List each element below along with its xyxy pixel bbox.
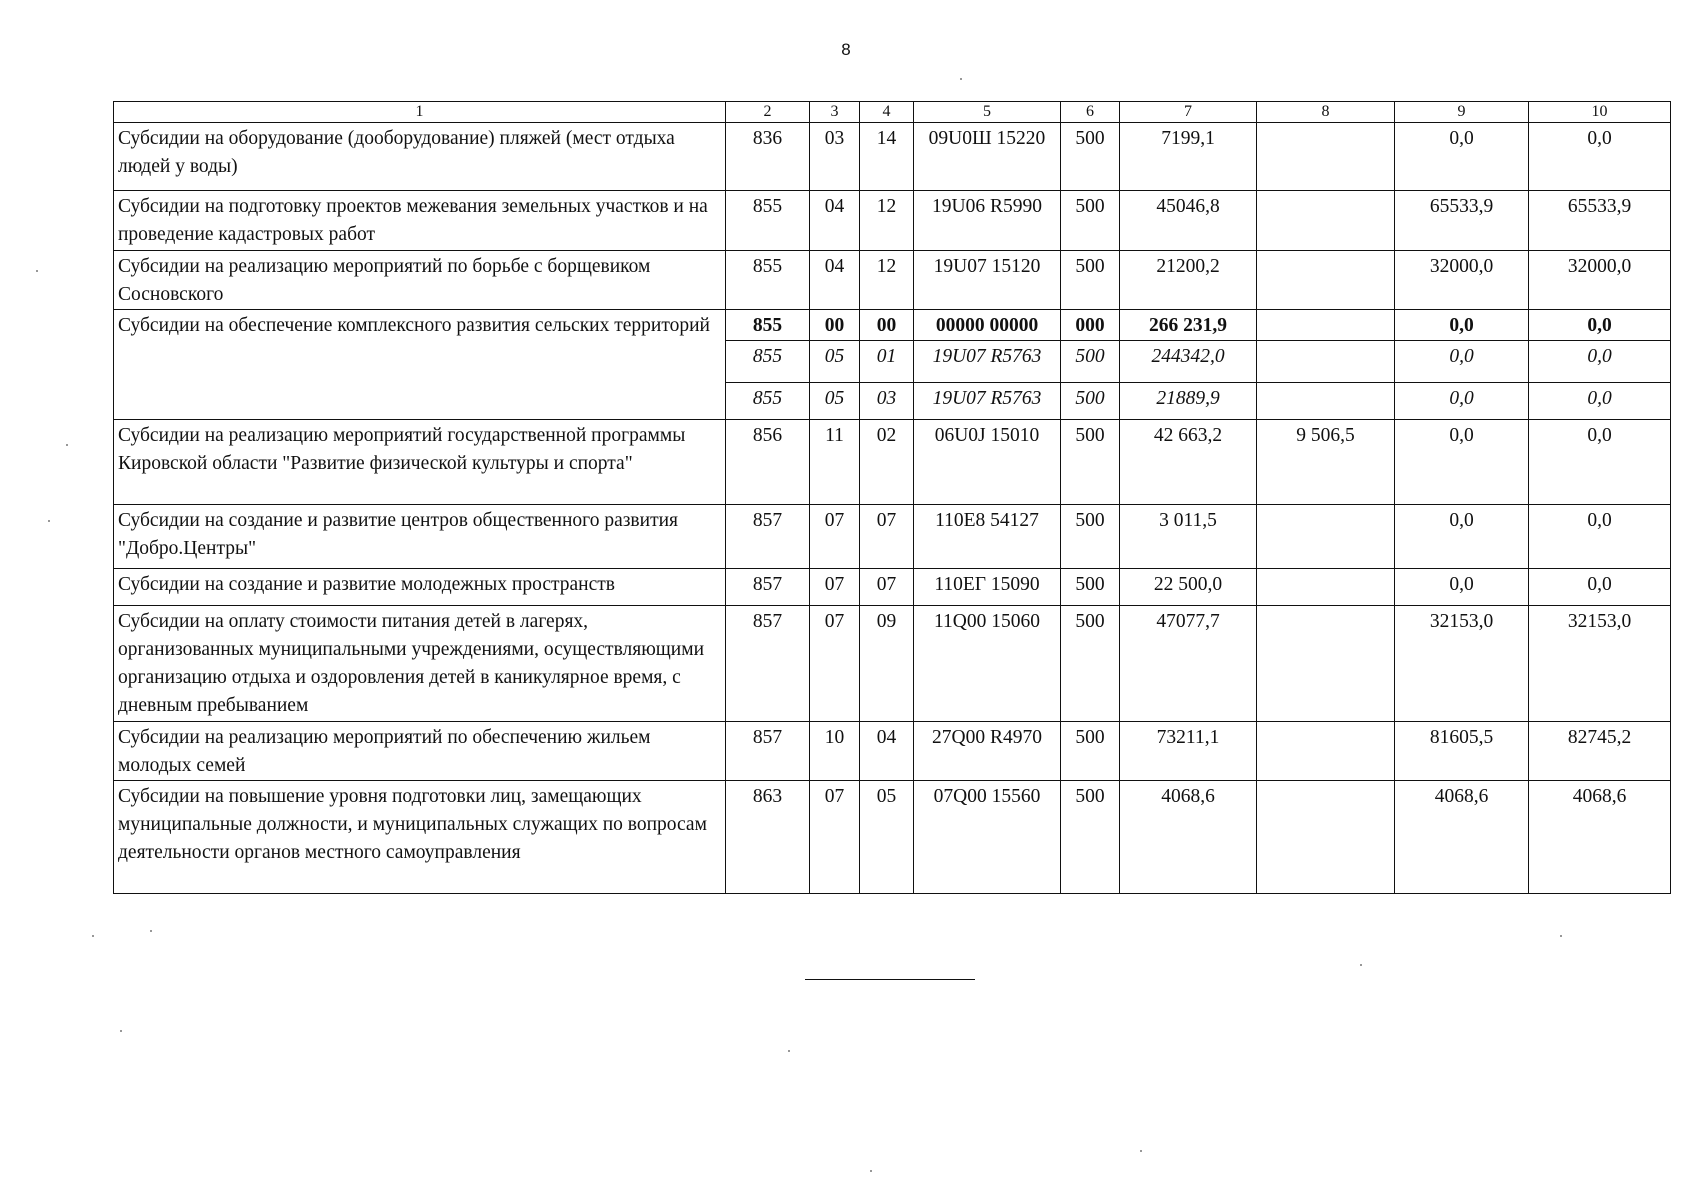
cell-col-9: 0,0	[1395, 341, 1529, 383]
cell-col-9: 0,0	[1395, 420, 1529, 505]
cell-col-4: 03	[860, 383, 914, 420]
cell-col-4: 07	[860, 505, 914, 569]
cell-col-10: 32000,0	[1529, 251, 1671, 310]
cell-col-3: 10	[810, 722, 860, 781]
cell-col-5: 07Q00 15560	[914, 781, 1061, 894]
cell-col-8	[1257, 383, 1395, 420]
cell-col-10: 0,0	[1529, 123, 1671, 191]
column-header-8: 8	[1257, 102, 1395, 123]
cell-col-9: 0,0	[1395, 123, 1529, 191]
cell-col-8	[1257, 722, 1395, 781]
cell-col-2: 836	[726, 123, 810, 191]
scan-speck	[788, 1050, 790, 1052]
column-number-header-row	[114, 102, 1671, 123]
cell-col-4: 05	[860, 781, 914, 894]
column-header-4: 4	[860, 102, 914, 123]
cell-col-2: 855	[726, 191, 810, 251]
cell-col-8	[1257, 505, 1395, 569]
cell-col-5: 00000 00000	[914, 310, 1061, 341]
cell-col-6: 500	[1061, 569, 1120, 606]
cell-col-3: 00	[810, 310, 860, 341]
table-row	[114, 569, 1671, 606]
cell-col-8	[1257, 310, 1395, 341]
table-row	[114, 420, 1671, 505]
cell-col-4: 07	[860, 569, 914, 606]
cell-col-5: 110E8 54127	[914, 505, 1061, 569]
cell-col-6: 500	[1061, 606, 1120, 722]
cell-col-5: 06U0J 15010	[914, 420, 1061, 505]
cell-col-2: 857	[726, 569, 810, 606]
cell-col-9: 32153,0	[1395, 606, 1529, 722]
cell-col-7: 21200,2	[1120, 251, 1257, 310]
cell-col-7: 21889,9	[1120, 383, 1257, 420]
cell-col-4: 01	[860, 341, 914, 383]
cell-col-10: 0,0	[1529, 420, 1671, 505]
column-header-9: 9	[1395, 102, 1529, 123]
cell-col-10: 0,0	[1529, 341, 1671, 383]
cell-col-3: 07	[810, 606, 860, 722]
cell-col-7: 42 663,2	[1120, 420, 1257, 505]
scan-speck	[150, 930, 152, 932]
cell-col-9: 32000,0	[1395, 251, 1529, 310]
cell-col-7: 73211,1	[1120, 722, 1257, 781]
cell-col-4: 04	[860, 722, 914, 781]
cell-col-7: 7199,1	[1120, 123, 1257, 191]
column-header-10: 10	[1529, 102, 1671, 123]
cell-col-6: 500	[1061, 781, 1120, 894]
cell-col-2: 855	[726, 251, 810, 310]
cell-col-6: 500	[1061, 383, 1120, 420]
scan-speck	[48, 520, 50, 522]
cell-col-5: 19U07 R5763	[914, 341, 1061, 383]
table-row	[114, 191, 1671, 251]
cell-col-8	[1257, 341, 1395, 383]
row-description: Субсидии на создание и развитие центров общественного развития "Добро.Центры"	[114, 505, 726, 569]
cell-col-9: 81605,5	[1395, 722, 1529, 781]
cell-col-5: 27Q00 R4970	[914, 722, 1061, 781]
cell-col-8	[1257, 123, 1395, 191]
cell-col-5: 19U07 15120	[914, 251, 1061, 310]
scan-speck	[66, 444, 68, 446]
cell-col-10: 65533,9	[1529, 191, 1671, 251]
cell-col-7: 4068,6	[1120, 781, 1257, 894]
cell-col-8	[1257, 191, 1395, 251]
cell-col-3: 04	[810, 251, 860, 310]
cell-col-8: 9 506,5	[1257, 420, 1395, 505]
cell-col-10: 0,0	[1529, 310, 1671, 341]
cell-col-2: 863	[726, 781, 810, 894]
cell-col-3: 07	[810, 505, 860, 569]
cell-col-10: 0,0	[1529, 383, 1671, 420]
scan-speck	[1360, 964, 1362, 966]
cell-col-10: 32153,0	[1529, 606, 1671, 722]
table-row	[114, 781, 1671, 894]
cell-col-7: 22 500,0	[1120, 569, 1257, 606]
cell-col-2: 856	[726, 420, 810, 505]
cell-col-6: 500	[1061, 123, 1120, 191]
scan-speck	[870, 1170, 872, 1172]
cell-col-3: 03	[810, 123, 860, 191]
row-description: Субсидии на оборудование (дооборудование) пляжей (мест отдыха людей у воды)	[114, 123, 726, 191]
row-description: Субсидии на оплату стоимости питания детей в лагерях, организованных муниципальными учреждениями, осуществляющими организацию отдыха и оздоровления детей в каникулярное время, с дневным пребыванием	[114, 606, 726, 722]
cell-col-3: 05	[810, 383, 860, 420]
page-number: 8	[841, 40, 851, 59]
scan-speck	[92, 935, 94, 937]
cell-col-2: 857	[726, 606, 810, 722]
cell-col-2: 855	[726, 310, 810, 341]
cell-col-5: 110ЕГ 15090	[914, 569, 1061, 606]
cell-col-8	[1257, 251, 1395, 310]
column-header-7: 7	[1120, 102, 1257, 123]
table-row	[114, 123, 1671, 191]
cell-col-6: 500	[1061, 251, 1120, 310]
scan-speck	[36, 270, 38, 272]
cell-col-8	[1257, 569, 1395, 606]
cell-col-8	[1257, 606, 1395, 722]
cell-col-6: 500	[1061, 341, 1120, 383]
row-description: Субсидии на создание и развитие молодежных пространств	[114, 569, 726, 606]
cell-col-4: 14	[860, 123, 914, 191]
cell-col-10: 0,0	[1529, 569, 1671, 606]
cell-col-4: 09	[860, 606, 914, 722]
cell-col-3: 07	[810, 569, 860, 606]
cell-col-2: 857	[726, 505, 810, 569]
cell-col-9: 65533,9	[1395, 191, 1529, 251]
cell-col-4: 02	[860, 420, 914, 505]
cell-col-8	[1257, 781, 1395, 894]
cell-col-5: 19U06 R5990	[914, 191, 1061, 251]
budget-subsidies-table	[113, 101, 1671, 894]
footer-divider-line	[805, 979, 975, 980]
row-description: Субсидии на подготовку проектов межевания земельных участков и на проведение кадастровых работ	[114, 191, 726, 251]
cell-col-2: 857	[726, 722, 810, 781]
cell-col-6: 500	[1061, 420, 1120, 505]
cell-col-6: 500	[1061, 191, 1120, 251]
table-row	[114, 722, 1671, 781]
scan-speck	[1140, 1150, 1142, 1152]
cell-col-9: 4068,6	[1395, 781, 1529, 894]
cell-col-10: 4068,6	[1529, 781, 1671, 894]
table-row	[114, 505, 1671, 569]
cell-col-7: 3 011,5	[1120, 505, 1257, 569]
row-description: Субсидии на реализацию мероприятий по обеспечению жильем молодых семей	[114, 722, 726, 781]
cell-col-10: 82745,2	[1529, 722, 1671, 781]
scan-speck	[960, 78, 962, 80]
row-description: Субсидии на обеспечение комплексного развития сельских территорий	[114, 310, 726, 420]
cell-col-4: 12	[860, 191, 914, 251]
cell-col-4: 12	[860, 251, 914, 310]
cell-col-7: 45046,8	[1120, 191, 1257, 251]
cell-col-10: 0,0	[1529, 505, 1671, 569]
cell-col-3: 04	[810, 191, 860, 251]
cell-col-3: 11	[810, 420, 860, 505]
table-row	[114, 251, 1671, 310]
cell-col-4: 00	[860, 310, 914, 341]
column-header-1: 1	[114, 102, 726, 123]
scan-speck	[1560, 935, 1562, 937]
column-header-6: 6	[1061, 102, 1120, 123]
cell-col-9: 0,0	[1395, 383, 1529, 420]
cell-col-5: 09U0Ш 15220	[914, 123, 1061, 191]
cell-col-9: 0,0	[1395, 310, 1529, 341]
column-header-3: 3	[810, 102, 860, 123]
cell-col-3: 05	[810, 341, 860, 383]
cell-col-7: 266 231,9	[1120, 310, 1257, 341]
cell-col-6: 500	[1061, 722, 1120, 781]
cell-col-9: 0,0	[1395, 505, 1529, 569]
table-row	[114, 606, 1671, 722]
cell-col-3: 07	[810, 781, 860, 894]
cell-col-5: 11Q00 15060	[914, 606, 1061, 722]
scan-speck	[120, 1030, 122, 1032]
column-header-2: 2	[726, 102, 810, 123]
row-description: Субсидии на реализацию мероприятий государственной программы Кировской области "Развитие физической культуры и спорта"	[114, 420, 726, 505]
row-description: Субсидии на повышение уровня подготовки лиц, замещающих муниципальные должности, и муниципальных служащих по вопросам деятельности органов местного самоуправления	[114, 781, 726, 894]
row-description: Субсидии на реализацию мероприятий по борьбе с борщевиком Сосновского	[114, 251, 726, 310]
cell-col-2: 855	[726, 383, 810, 420]
cell-col-7: 47077,7	[1120, 606, 1257, 722]
cell-col-7: 244342,0	[1120, 341, 1257, 383]
cell-col-6: 000	[1061, 310, 1120, 341]
table-row-total	[114, 310, 1671, 341]
cell-col-9: 0,0	[1395, 569, 1529, 606]
cell-col-6: 500	[1061, 505, 1120, 569]
cell-col-5: 19U07 R5763	[914, 383, 1061, 420]
cell-col-2: 855	[726, 341, 810, 383]
column-header-5: 5	[914, 102, 1061, 123]
